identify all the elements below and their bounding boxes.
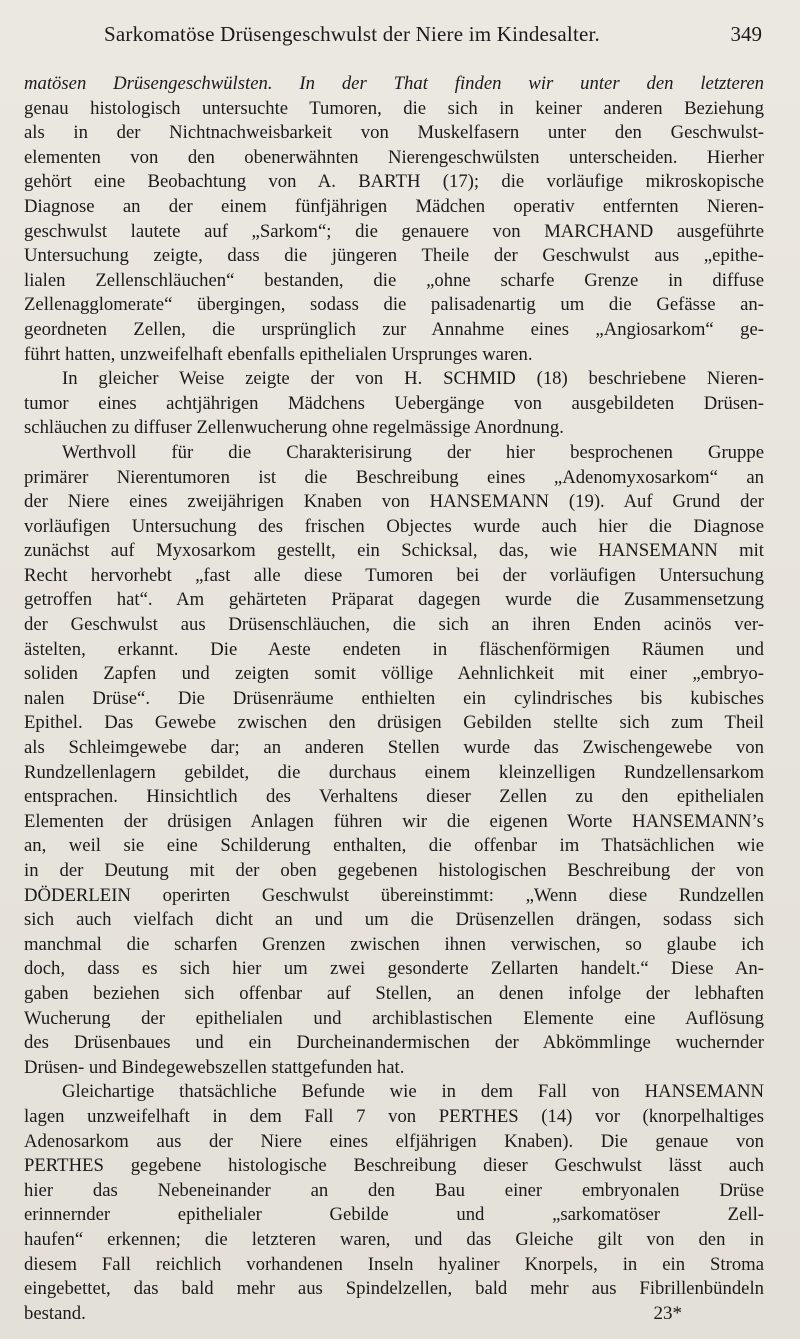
text-line: soliden Zapfen und zeigten somit völlige Aehnlichkeit mit einer „embryo- [24,663,764,685]
text-line: als Schleimgewebe dar; an anderen Stellen wurde das Zwischengewebe von [24,737,764,759]
text-line: manchmal die scharfen Grenzen zwischen ihnen verwischen, so glaube ich [24,933,764,955]
text-line: genau histologisch untersuchte Tumoren, die sich in keiner anderen Beziehung [24,97,764,119]
text-line: gehört eine Beobachtung von A. BARTH (17); die vorläufige mikroskopische [24,171,764,193]
text-line: getroffen hat“. Am gehärteten Präparat dagegen wurde die Zusammensetzung [24,589,764,611]
text-line: hier das Nebeneinander an den Bau einer embryonalen Drüse [24,1179,764,1201]
text-line: der Niere eines zweijährigen Knaben von HANSEMANN (19). Auf Grund der [24,491,764,513]
text-line: Gleichartige thatsächliche Befunde wie in dem Fall von HANSEMANN [62,1081,764,1103]
text-line: Adenosarkom aus der Niere eines elfjährigen Knaben). Die genaue von [24,1130,764,1152]
text-line: als in der Nichtnachweisbarkeit von Muskelfasern unter den Geschwulst- [24,122,764,144]
text-line: In gleicher Weise zeigte der von H. SCHMID (18) beschriebene Nieren- [62,368,764,390]
text-line: matösen Drüsengeschwülsten. In der That finden wir unter den letzteren [24,73,764,94]
running-header [0,22,800,54]
text-line: an, weil sie eine Schilderung enthalten, die offenbar im Thatsächlichen wie [24,835,764,857]
text-line: vorläufigen Untersuchung des frischen Objectes wurde auch hier die Diagnose [24,515,764,537]
text-line: Zellenagglomerate“ übergingen, sodass die palisadenartig um die Gefässe an- [24,294,764,316]
text-line: Rundzellenlagern gebildet, die durchaus einem kleinzelligen Rundzellensarkom [24,761,764,783]
body-text [24,72,764,1326]
text-line: gaben beziehen sich offenbar auf Stellen, an denen infolge der lebhaften [24,982,764,1004]
text-line: des Drüsenbaues und ein Durcheinandermischen der Abkömmlinge wuchernder [24,1032,764,1054]
text-line: in der Deutung mit der oben gegebenen histologischen Beschreibung der von [24,860,764,881]
text-line: Drüsen- und Bindegewebszellen stattgefunden hat. [24,1056,405,1078]
text-line: Werthvoll für die Charakterisirung der hier besprochenen Gruppe [62,441,764,463]
text-line: tumor eines achtjährigen Mädchens Uebergänge von ausgebildeten Drüsen- [24,392,764,414]
page-number: 349 [730,22,762,46]
text-line: elementen von den obenerwähnten Nierengeschwülsten unterscheiden. Hierher [24,146,764,168]
text-line: Wucherung der epithelialen und archiblastischen Elemente eine Auflösung [24,1007,764,1029]
running-title: Sarkomatöse Drüsengeschwulst der Niere im Kindesalter. [104,22,601,46]
text-line: lialen Zellenschläuchen“ bestanden, die „ohne scharfe Grenze in diffuse [24,269,764,291]
text-line: schläuchen zu diffuser Zellenwucherung ohne regelmässige Anordnung. [24,417,564,439]
text-line: primärer Nierentumoren ist die Beschreibung eines „Adenomyxosarkom“ an [24,466,764,488]
text-line: nalen Drüse“. Die Drüsenräume enthielten ein cylindrisches bis kubisches [24,687,764,709]
text-line: entsprachen. Hinsichtlich des Verhaltens dieser Zellen zu den epithelialen [24,786,764,808]
text-line: Diagnose an der einem fünfjährigen Mädchen operativ entfernten Nieren- [24,195,764,217]
text-line: Untersuchung zeigte, dass die jüngeren Theile der Geschwulst aus „epithe- [24,245,764,267]
text-line: bestand. [24,1302,86,1324]
text-line: geordneten Zellen, die ursprünglich zur Annahme eines „Angiosarkom“ ge- [24,318,764,340]
text-line: sich auch vielfach dicht an und um die Drüsenzellen drängen, sodass sich [24,909,764,931]
text-line: Elementen der drüsigen Anlagen führen wir die eigenen Worte HANSEMANN’s [24,810,764,832]
text-line: ästelten, erkannt. Die Aeste endeten in fläschenförmigen Räumen und [24,638,764,660]
text-line: lagen unzweifelhaft in dem Fall 7 von PERTHES (14) vor (knorpelhaltiges [24,1105,764,1127]
text-line: eingebettet, das bald mehr aus Spindelzellen, bald mehr aus Fibrillenbündeln [24,1278,764,1300]
text-line: führt hatten, unzweifelhaft ebenfalls epithelialen Ursprunges waren. [24,343,533,365]
text-line: PERTHES gegebene histologische Beschreibung dieser Geschwulst lässt auch [24,1155,764,1177]
text-line: Recht hervorhebt „fast alle diese Tumoren bei der vorläufigen Untersuchung [24,564,764,586]
signature-mark: 23* [653,1303,682,1324]
text-line: haufen“ erkennen; die letzteren waren, und das Gleiche gilt von den in [24,1228,764,1250]
text-line: der Geschwulst aus Drüsenschläuchen, die sich an ihren Enden acinös ver- [24,614,764,636]
text-line: doch, dass es sich hier um zwei gesonderte Zellarten handelt.“ Diese An- [24,958,764,980]
text-line: DÖDERLEIN operirten Geschwulst übereinstimmt: „Wenn diese Rundzellen [24,884,764,906]
text-line: Epithel. Das Gewebe zwischen den drüsigen Gebilden stellte sich zum Theil [24,712,764,734]
text-line: zunächst auf Myxosarkom gestellt, ein Schicksal, das, wie HANSEMANN mit [24,540,764,562]
text-line: geschwulst lautete auf „Sarkom“; die genauere von MARCHAND ausgeführte [24,220,764,242]
text-line: erinnernder epithelialer Gebilde und „sarkomatöser Zell- [24,1204,764,1226]
text-line: diesem Fall reichlich vorhandenen Inseln hyaliner Knorpels, in ein Stroma [24,1253,764,1275]
